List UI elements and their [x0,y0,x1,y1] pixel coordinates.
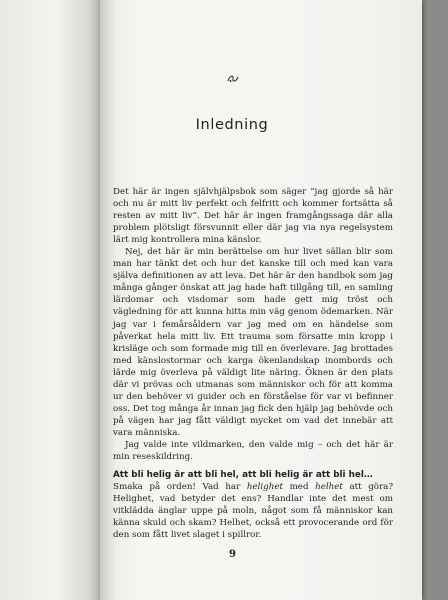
section-heading-text: Att bli helig är att bli hel, att bli helig är att bli hel… [113,470,373,481]
paragraph: Nej, det här är min berättelse om hur livet sällan blir som man har tänkt det och hur det kanske till och med kan vara själva definitionen av att leva. Det här är den handbok som jag många gånger önskat att jag hade haft tillgång till, en samling lärdomar och visdomar som hade gett mig tröst och vägledning för att kunna hitta min väg genom ödemarken. När jag var i femårsåldern var jag med om en händelse som påverkat hela mitt liv. Ett trauma som försatte min kropp i krisläge och som formade mig till en överlevare. Jag brottades med känslostormar och karga ökenlandskap inombords och lärde mig överleva på väldigt lite näring. Öknen är den plats där vi prövas och utmanas som människor och för att komma ur den behöver vi guider och en förståelse för var vi befinner oss. Det tog många år innan jag fick den hjälp jag behövde och på vägen har jag fått väldigt mycket om vad det innebär att vara människa. [113,247,393,438]
section-paragraph [113,481,393,541]
left-page-edge [0,0,102,600]
emphasis-text: helhet [315,482,343,493]
emphasis-text: helighet [246,482,283,493]
page-number: 9 [229,549,236,560]
paragraph: Jag valde inte vildmarken, den valde mig – och det här är min reseskildring. [113,439,393,463]
section-text: Smaka på orden! Vad har [113,482,247,493]
ornament-icon [226,72,240,84]
section-text: med [282,482,316,493]
paragraph: Det här är ingen självhjälpsbok som säger ”jag gjorde så här och nu är mitt liv perfekt och felfritt och kommer fortsätta så resten av mitt liv”. Det här är ingen framgångssaga där alla problem plötsligt försvunnit eller där jag via nya regelsystem lärt mig kontrollera mina känslor. [113,187,393,246]
body-text [113,186,393,541]
chapter-title: Inledning [195,117,269,133]
section-text: att göra? Helighet, vad betyder det ens? Handlar inte det mest om vitklädda änglar uppe på moln, något som få människor kan känna skuld och skam? Helhet, också ett provocerande ord för den som fått livet slaget i spillror. [113,482,393,541]
section-heading [113,469,393,481]
